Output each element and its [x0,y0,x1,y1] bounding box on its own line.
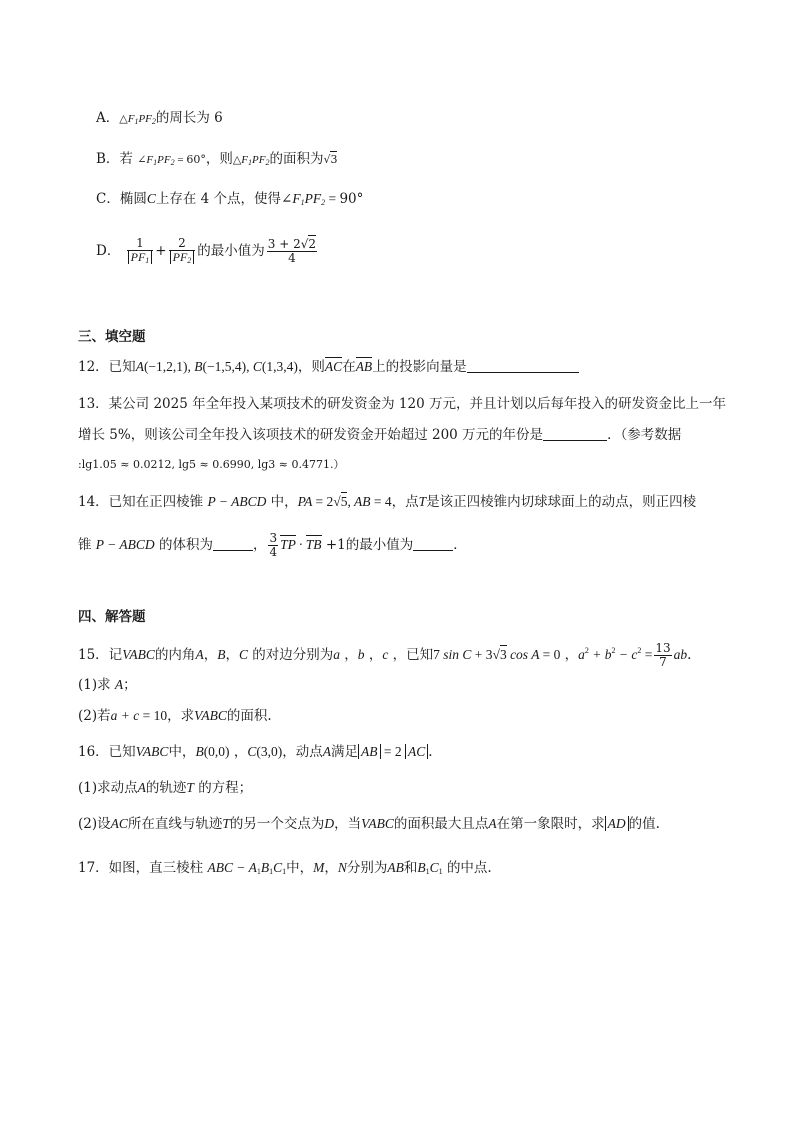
question-15: 15．记VABC的内角A，B，C 的对边分别为a ，b ，c ，已知7 sin C + 3√3 cos A = 0 ，$a^2 + b^2 - c^2$ = $\frac{13}{7}$ ab. [78,641,692,669]
sqrt-3: √3 [323,153,338,166]
triangle-f1pf2: $\triangle F_1PF_2$ [119,113,156,126]
question-15-part-2: (2)若a + c = 10，求VABC的面积. [78,708,272,724]
option-b: B．若 $\angle F_1PF_2 = 60^\circ$，则$\triangle F_1PF_2$的面积为√3 [96,151,338,167]
answer-blank-14b[interactable] [413,536,453,551]
question-16: 16．已知VABC中，B(0,0) ，C(3,0)，动点A满足 AB = 2 AC . [78,744,433,760]
option-a: A．$\triangle F_1PF_2$的周长为 6 [96,110,223,126]
question-13-line-2: 增长 5%，则该公司全年投入该项技术的研发资金开始超过 200 万元的年份是 ．（参考数据 [78,427,682,443]
section-3-heading: 三、填空题 [78,329,146,345]
angle-f1pf2: $\angle F_1PF_2$ = [137,154,184,167]
option-c: C．椭圆C上存在 4 个点，使得$\angle F_1PF_2 = 90^\circ$ [96,191,364,207]
option-d: D． $\frac{1}{PF_1}$ + $\frac{2}{PF_2}$ 的最小值为 $\frac{3 + 2√2}{4}$ [96,235,317,265]
answer-blank-12[interactable] [467,358,579,373]
fraction-2-over-pf2: $\frac{2}{PF_2}$ [169,237,196,267]
question-14-line-1: 14．已知在正四棱锥 P − ABCD 中，PA = 2√5, AB = 4，点T是该正四棱锥内切球球面上的动点，则正四棱 [78,494,697,510]
question-14-line-2: 锥 P − ABCD 的体积为 ， $\frac{3}{4}$ TP · TB +1的最小值为 ． [78,531,467,559]
question-15-part-1: (1)求 A； [78,677,137,693]
question-16-part-2: (2)设AC所在直线与轨迹T的另一个交点为D，当VABC的面积最大且点A在第一象限时，求 AD 的值. [78,816,660,832]
answer-blank-14a[interactable] [213,536,253,551]
fraction-1-over-pf1: $\frac{1}{PF_1}$ [127,237,154,267]
question-13-line-3: :lg1.05 ≈ 0.0212, lg5 ≈ 0.6990, lg3 ≈ 0.4771.） [78,458,345,471]
question-17: 17．如图，直三棱柱 ABC − $A_1B_1C_1$中，M，N分别为AB和$B_1C_1$ 的中点. [78,860,492,876]
answer-blank-13[interactable] [543,426,607,441]
question-16-part-1: (1)求动点A的轨迹T 的方程； [78,780,253,796]
question-13-line-1: 13．某公司 2025 年全年投入某项技术的研发资金为 120 万元，并且计划以后每年投入的研发资金比上一年 [78,396,726,412]
fraction-min-value: $\frac{3 + 2√2}{4}$ [267,237,317,265]
question-12: 12．已知A(−1,2,1), B(−1,5,4), C(1,3,4)，则AC在AB上的投影向量是 [78,357,579,377]
section-4-heading: 四、解答题 [78,609,146,625]
